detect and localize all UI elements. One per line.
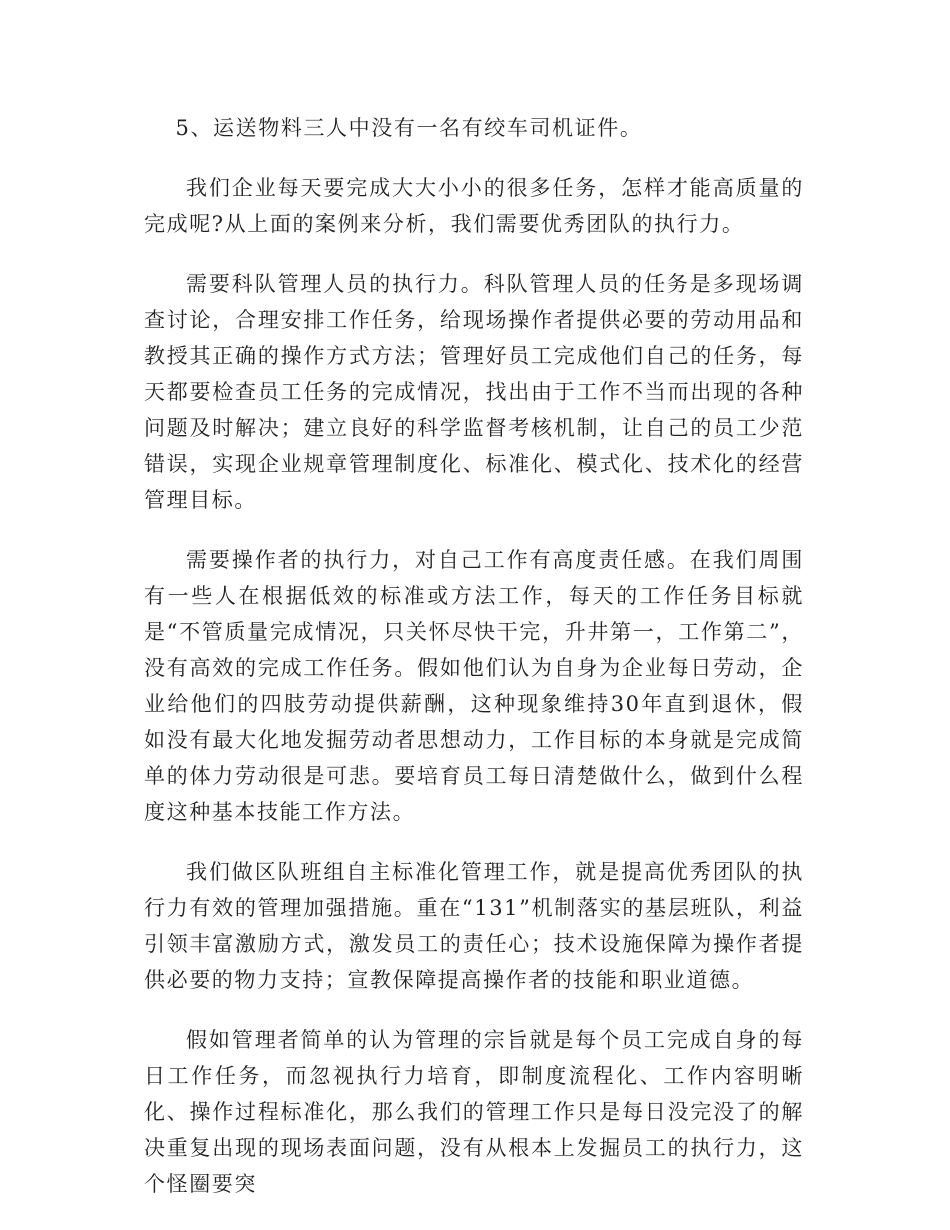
paragraph-2: 我们企业每天要完成大大小小的很多任务，怎样才能高质量的完成呢?从上面的案例来分析，我们需要优秀团队的执行力。 xyxy=(144,176,804,236)
paragraph-4: 需要操作者的执行力，对自己工作有高度责任感。在我们周围有一些人在根据低效的标准或方法工作，每天的工作任务目标就是“不管质量完成情况，只关怀尽快干完，升井第一，工作第二”，没有高效的完成工作任务。假如他们认为自身为企业每日劳动，企业给他们的四肢劳动提供薪酬，这种现象维持30年直到退休，假如没有最大化地发掘劳动者思想动力，工作目标的本身就是完成简单的体力劳动很是可悲。要培育员工每日清楚做什么，做到什么程度这种基本技能工作方法。 xyxy=(144,548,804,824)
paragraph-5: 我们做区队班组自主标准化管理工作，就是提高优秀团队的执行力有效的管理加强措施。重在“131”机制落实的基层班队，利益引领丰富激励方式，激发员工的责任心；技术设施保障为操作者提供必要的物力支持；宣教保障提高操作者的技能和职业道德。 xyxy=(144,860,804,992)
paragraph-3: 需要科队管理人员的执行力。科队管理人员的任务是多现场调查讨论，合理安排工作任务，给现场操作者提供必要的劳动用品和教授其正确的操作方式方法；管理好员工完成他们自己的任务，每天都要检查员工任务的完成情况，找出由于工作不当而出现的各种问题及时解决；建立良好的科学监督考核机制，让自己的员工少范错误，实现企业规章管理制度化、标准化、模式化、技术化的经营管理目标。 xyxy=(144,272,804,512)
paragraph-1: 5、运送物料三人中没有一名有绞车司机证件。 xyxy=(175,116,643,140)
document-body xyxy=(144,110,804,1226)
paragraph-6: 假如管理者简单的认为管理的宗旨就是每个员工完成自身的每日工作任务，而忽视执行力培育，即制度流程化、工作内容明晰化、操作过程标准化，那么我们的管理工作只是每日没完没了的解决重复出现的现场表面问题，没有从根本上发掘员工的执行力，这个怪圈要突 xyxy=(144,1028,804,1196)
